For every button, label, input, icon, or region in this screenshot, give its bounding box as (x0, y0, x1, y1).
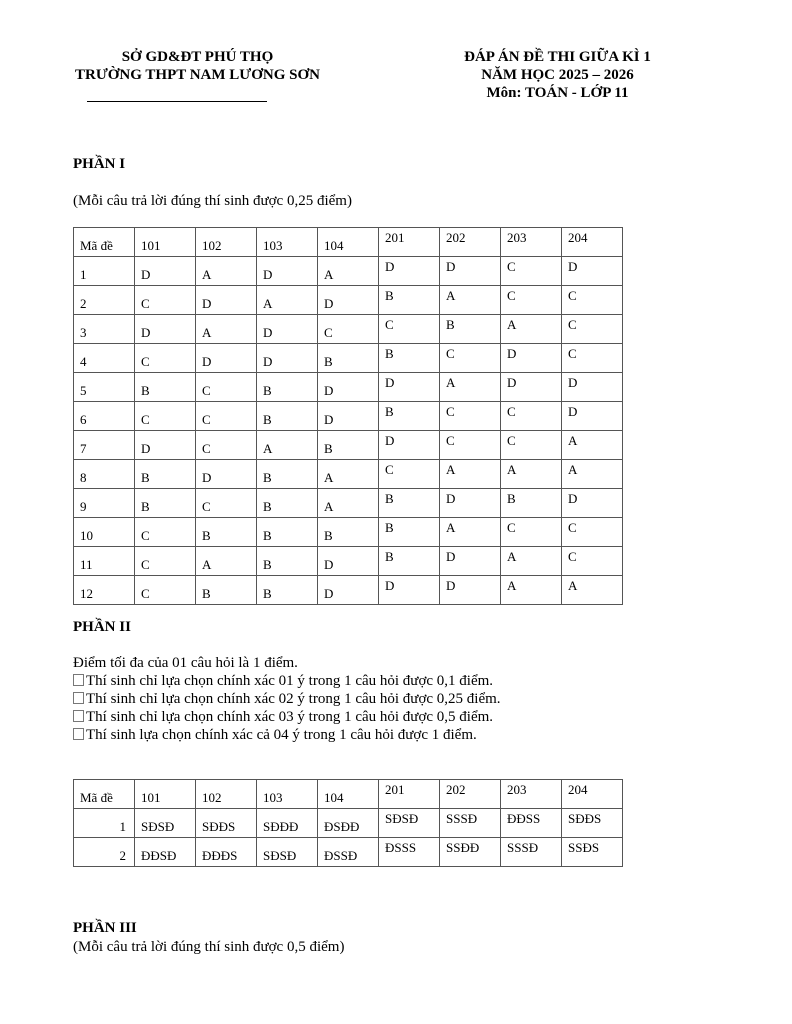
answer-cell: D (196, 286, 257, 315)
scoring-rule-text: Thí sinh lựa chọn chính xác cả 04 ý trong 1 câu hỏi được 1 điểm. (86, 727, 477, 743)
answer-cell: C (562, 344, 623, 373)
answer-cell: B (257, 373, 318, 402)
table-row (74, 547, 623, 576)
answer-cell: D (562, 257, 623, 286)
question-number-cell: 8 (74, 460, 135, 489)
answer-cell: A (257, 431, 318, 460)
school-name: TRƯỜNG THPT NAM LƯƠNG SƠN (74, 67, 321, 83)
answer-cell: C (379, 460, 440, 489)
part1-answer-table (73, 227, 623, 605)
question-number-cell: 9 (74, 489, 135, 518)
answer-cell: C (562, 286, 623, 315)
table-header-cell: 202 (440, 228, 501, 257)
bullet-box-icon (73, 710, 84, 722)
answer-cell: C (196, 489, 257, 518)
answer-cell: D (501, 373, 562, 402)
answer-cell: B (379, 402, 440, 431)
table-row (74, 431, 623, 460)
answer-cell: D (440, 547, 501, 576)
answer-cell: D (318, 373, 379, 402)
answer-cell: B (257, 547, 318, 576)
answer-cell: SSĐS (562, 838, 623, 867)
answer-cell: D (440, 489, 501, 518)
table-header-cell: 103 (257, 780, 318, 809)
answer-cell: A (440, 460, 501, 489)
answer-cell: SĐĐS (562, 809, 623, 838)
answer-cell: B (135, 373, 196, 402)
answer-cell: B (196, 576, 257, 605)
table-header-cell: Mã đề (74, 780, 135, 809)
answer-cell: C (440, 402, 501, 431)
part3-title: PHẦN III (73, 920, 137, 936)
answer-cell: A (440, 286, 501, 315)
answer-cell: D (318, 547, 379, 576)
answer-cell: C (135, 344, 196, 373)
table-header-cell: 203 (501, 228, 562, 257)
answer-cell: ĐSSĐ (318, 838, 379, 867)
question-number-cell: 2 (74, 838, 135, 867)
answer-cell: B (501, 489, 562, 518)
table-header-cell: 203 (501, 780, 562, 809)
answer-cell: C (196, 431, 257, 460)
table-row (74, 576, 623, 605)
answer-cell: B (135, 460, 196, 489)
answer-cell: B (318, 344, 379, 373)
answer-cell: B (257, 460, 318, 489)
answer-cell: B (379, 518, 440, 547)
table-row (74, 315, 623, 344)
scoring-rule-item (73, 672, 501, 690)
table-row (74, 257, 623, 286)
table-header-cell: 103 (257, 228, 318, 257)
part3-note: (Mỗi câu trả lời đúng thí sinh được 0,5 điểm) (73, 939, 345, 955)
table-row (74, 460, 623, 489)
department-name: SỞ GD&ĐT PHÚ THỌ (121, 49, 274, 65)
answer-cell: A (501, 315, 562, 344)
answer-cell: D (379, 431, 440, 460)
answer-cell: D (196, 344, 257, 373)
answer-cell: SĐĐS (196, 809, 257, 838)
answer-cell: SSSĐ (440, 809, 501, 838)
answer-cell: D (257, 257, 318, 286)
table-row (74, 402, 623, 431)
answer-cell: ĐĐĐS (196, 838, 257, 867)
question-number-cell: 11 (74, 547, 135, 576)
header-underline (87, 101, 267, 102)
answer-cell: A (562, 576, 623, 605)
question-number-cell: 5 (74, 373, 135, 402)
answer-cell: A (562, 460, 623, 489)
answer-cell: B (257, 518, 318, 547)
answer-cell: A (501, 460, 562, 489)
table-header-cell: 202 (440, 780, 501, 809)
answer-cell: D (196, 460, 257, 489)
answer-cell: SĐSĐ (379, 809, 440, 838)
answer-cell: C (135, 402, 196, 431)
answer-cell: D (379, 576, 440, 605)
answer-cell: B (379, 344, 440, 373)
answer-cell: A (440, 373, 501, 402)
answer-cell: B (379, 547, 440, 576)
answer-cell: D (135, 257, 196, 286)
table-header-row (74, 780, 623, 809)
answer-cell: SĐSĐ (257, 838, 318, 867)
answer-cell: D (562, 373, 623, 402)
answer-cell: A (501, 547, 562, 576)
exam-header (420, 48, 695, 102)
answer-cell: C (440, 431, 501, 460)
question-number-cell: 6 (74, 402, 135, 431)
answer-cell: C (196, 402, 257, 431)
table-row (74, 518, 623, 547)
answer-cell: C (135, 547, 196, 576)
school-header (60, 48, 335, 84)
answer-cell: A (318, 460, 379, 489)
answer-cell: A (562, 431, 623, 460)
part2-title: PHẦN II (73, 619, 131, 635)
school-year: NĂM HỌC 2025 – 2026 (481, 67, 634, 83)
answer-cell: C (318, 315, 379, 344)
answer-cell: A (196, 257, 257, 286)
answer-cell: ĐĐSS (501, 809, 562, 838)
answer-cell: D (501, 344, 562, 373)
question-number-cell: 12 (74, 576, 135, 605)
answer-cell: C (562, 315, 623, 344)
table-row (74, 373, 623, 402)
answer-cell: A (196, 547, 257, 576)
answer-cell: C (440, 344, 501, 373)
answer-cell: C (501, 518, 562, 547)
answer-cell: B (379, 489, 440, 518)
answer-cell: B (379, 286, 440, 315)
answer-cell: D (135, 431, 196, 460)
answer-cell: D (440, 576, 501, 605)
part2-scoring-rules (73, 672, 501, 744)
answer-cell: C (501, 402, 562, 431)
answer-cell: D (562, 402, 623, 431)
question-number-cell: 1 (74, 257, 135, 286)
answer-cell: C (501, 431, 562, 460)
answer-cell: C (196, 373, 257, 402)
table-header-cell: 104 (318, 228, 379, 257)
table-header-cell: 204 (562, 228, 623, 257)
answer-cell: B (135, 489, 196, 518)
answer-cell: C (135, 576, 196, 605)
answer-cell: A (196, 315, 257, 344)
answer-cell: D (257, 344, 318, 373)
subject: Môn: TOÁN - LỚP 11 (486, 85, 629, 101)
answer-cell: B (196, 518, 257, 547)
answer-cell: B (318, 431, 379, 460)
table-header-cell: 102 (196, 228, 257, 257)
table-header-row (74, 228, 623, 257)
answer-cell: B (440, 315, 501, 344)
answer-cell: D (318, 576, 379, 605)
answer-cell: C (562, 547, 623, 576)
answer-cell: C (562, 518, 623, 547)
answer-cell: D (379, 257, 440, 286)
table-row (74, 809, 623, 838)
answer-cell: SSĐĐ (440, 838, 501, 867)
table-header-cell: 102 (196, 780, 257, 809)
table-row (74, 838, 623, 867)
question-number-cell: 7 (74, 431, 135, 460)
question-number-cell: 10 (74, 518, 135, 547)
question-number-cell: 3 (74, 315, 135, 344)
answer-cell: A (257, 286, 318, 315)
answer-cell: A (501, 576, 562, 605)
answer-cell: D (318, 286, 379, 315)
bullet-box-icon (73, 728, 84, 740)
question-number-cell: 1 (74, 809, 135, 838)
table-header-cell: Mã đề (74, 228, 135, 257)
answer-cell: B (257, 576, 318, 605)
table-header-cell: 201 (379, 228, 440, 257)
answer-cell: A (318, 257, 379, 286)
answer-cell: SSSĐ (501, 838, 562, 867)
scoring-rule-text: Thí sinh chỉ lựa chọn chính xác 01 ý trong 1 câu hỏi được 0,1 điểm. (86, 673, 494, 689)
answer-cell: A (318, 489, 379, 518)
scoring-rule-text: Thí sinh chỉ lựa chọn chính xác 03 ý trong 1 câu hỏi được 0,5 điểm. (86, 709, 494, 725)
answer-cell: B (257, 489, 318, 518)
answer-cell: SĐSĐ (135, 809, 196, 838)
answer-cell: A (440, 518, 501, 547)
answer-cell: SĐĐĐ (257, 809, 318, 838)
answer-cell: C (501, 286, 562, 315)
table-row (74, 286, 623, 315)
scoring-rule-item (73, 708, 501, 726)
part1-note: (Mỗi câu trả lời đúng thí sinh được 0,25 điểm) (73, 193, 352, 209)
question-number-cell: 4 (74, 344, 135, 373)
table-row (74, 489, 623, 518)
answer-cell: ĐSSS (379, 838, 440, 867)
answer-cell: ĐĐSĐ (135, 838, 196, 867)
bullet-box-icon (73, 692, 84, 704)
answer-cell: D (318, 402, 379, 431)
answer-cell: C (135, 286, 196, 315)
bullet-box-icon (73, 674, 84, 686)
answer-cell: C (135, 518, 196, 547)
answer-cell: D (135, 315, 196, 344)
answer-cell: C (501, 257, 562, 286)
table-header-cell: 104 (318, 780, 379, 809)
answer-cell: D (440, 257, 501, 286)
answer-cell: D (562, 489, 623, 518)
table-header-cell: 204 (562, 780, 623, 809)
answer-cell: ĐSĐĐ (318, 809, 379, 838)
part1-title: PHẦN I (73, 156, 126, 172)
answer-cell: B (257, 402, 318, 431)
table-header-cell: 201 (379, 780, 440, 809)
scoring-rule-item (73, 726, 501, 744)
scoring-rule-text: Thí sinh chỉ lựa chọn chính xác 02 ý trong 1 câu hỏi được 0,25 điểm. (86, 691, 501, 707)
exam-title: ĐÁP ÁN ĐỀ THI GIỮA KÌ 1 (464, 49, 651, 65)
part2-intro: Điểm tối đa của 01 câu hỏi là 1 điểm. (73, 655, 298, 671)
answer-cell: D (379, 373, 440, 402)
answer-cell: D (257, 315, 318, 344)
scoring-rule-item (73, 690, 501, 708)
answer-cell: B (318, 518, 379, 547)
table-row (74, 344, 623, 373)
table-header-cell: 101 (135, 228, 196, 257)
answer-cell: C (379, 315, 440, 344)
question-number-cell: 2 (74, 286, 135, 315)
part2-answer-table (73, 779, 623, 867)
table-header-cell: 101 (135, 780, 196, 809)
